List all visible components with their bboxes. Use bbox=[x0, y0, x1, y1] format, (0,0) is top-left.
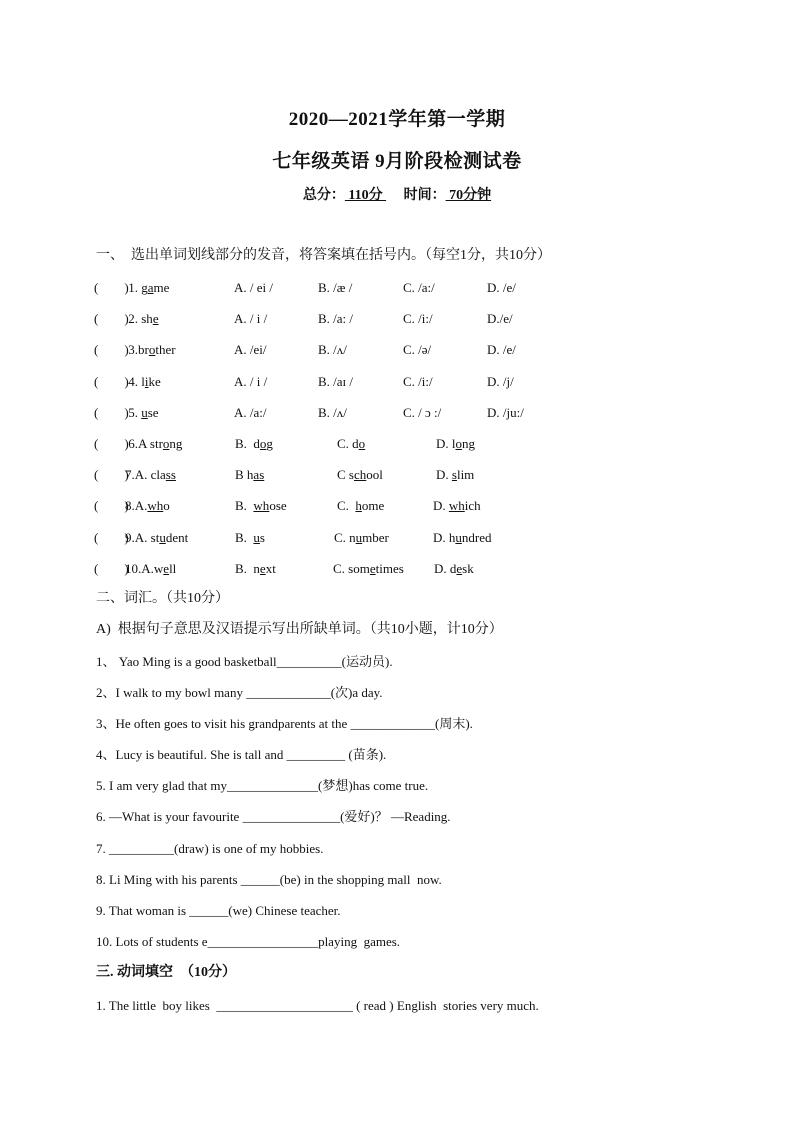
word-prefix: 6.A str bbox=[125, 436, 163, 451]
option bbox=[318, 373, 353, 391]
answer-paren: ( ) bbox=[94, 530, 129, 545]
option bbox=[334, 529, 389, 547]
option bbox=[487, 341, 516, 359]
section3-heading: 三. 动词填空 （10分） bbox=[96, 965, 236, 980]
option bbox=[487, 279, 516, 297]
exam-term-title: 2020—2021学年第一学期 bbox=[288, 109, 506, 130]
option-text: B. /a: / bbox=[318, 311, 354, 326]
vocab-question: 1、 Yao Ming is a good basketball__________(运动员). bbox=[96, 654, 393, 669]
word-prefix: 5. bbox=[125, 405, 142, 420]
option bbox=[318, 404, 347, 422]
option bbox=[235, 529, 265, 547]
word-suffix: dent bbox=[165, 530, 189, 545]
vocab-question: 4、Lucy is beautiful. She is tall and _________ (苗条). bbox=[96, 747, 387, 762]
word-suffix: ther bbox=[155, 342, 176, 357]
answer-paren: ( ) bbox=[94, 561, 129, 576]
option bbox=[436, 466, 474, 484]
option-suffix: ose bbox=[269, 498, 287, 513]
option-text: D. /e/ bbox=[487, 280, 516, 295]
option-text: B. /ʌ/ bbox=[318, 405, 347, 420]
time-label: 时间： bbox=[403, 188, 446, 203]
underlined-letters: e bbox=[152, 311, 159, 326]
option-suffix: ome bbox=[361, 498, 385, 513]
vocab-question: 10. Lots of students e_________________playing games. bbox=[96, 934, 401, 949]
question-word bbox=[125, 466, 176, 484]
answer-paren: ( ) bbox=[94, 467, 129, 482]
option-underlined: o bbox=[455, 436, 462, 451]
option-prefix: C. d bbox=[337, 436, 359, 451]
option-text: D. /e/ bbox=[487, 342, 516, 357]
option-underlined: o bbox=[358, 436, 366, 451]
vocab-question: 8. Li Ming with his parents ______(be) in the shopping mall now. bbox=[96, 872, 442, 887]
option-suffix: ndred bbox=[461, 530, 492, 545]
option-underlined: s bbox=[451, 467, 457, 482]
section2-subheading: A) 根据句子意思及汉语提示写出所缺单词。（共10小题，计10分） bbox=[96, 622, 503, 637]
option-text: D. /ju:/ bbox=[487, 405, 524, 420]
option-text: B. /aɪ / bbox=[318, 374, 354, 389]
option bbox=[318, 279, 352, 297]
option bbox=[333, 560, 404, 578]
option bbox=[436, 435, 475, 453]
option-prefix: D. bbox=[433, 498, 449, 513]
question-word bbox=[125, 279, 169, 297]
option-text: A. / i / bbox=[234, 374, 268, 389]
underlined-letters: i bbox=[144, 374, 149, 389]
vocab-question: 6. —What is your favourite _______________(爱好)？ —Reading. bbox=[96, 809, 451, 824]
option-suffix: s bbox=[259, 530, 265, 545]
option-text: B. /æ / bbox=[318, 280, 353, 295]
underlined-letters: u bbox=[141, 405, 148, 420]
option bbox=[234, 341, 267, 359]
option-underlined: u bbox=[455, 530, 462, 545]
section1-heading: 一、 选出单词划线部分的发音，将答案填在括号内。（每空1分，共10分） bbox=[96, 248, 551, 263]
option bbox=[487, 373, 514, 391]
option bbox=[337, 466, 383, 484]
score-time-line bbox=[0, 184, 794, 204]
option-text: C. /i:/ bbox=[403, 374, 433, 389]
option bbox=[234, 373, 267, 391]
word-prefix: 8.A. bbox=[125, 498, 148, 513]
underlined-letters: o bbox=[148, 342, 156, 357]
option bbox=[403, 404, 441, 422]
option bbox=[318, 310, 353, 328]
option bbox=[235, 435, 273, 453]
word-suffix: o bbox=[163, 498, 170, 513]
word-suffix: se bbox=[147, 405, 159, 420]
option-prefix: D. h bbox=[433, 530, 456, 545]
question-word bbox=[125, 497, 170, 515]
option-underlined: ch bbox=[353, 467, 367, 482]
option bbox=[433, 529, 492, 547]
option-text: A. / i / bbox=[234, 311, 268, 326]
option-text: C. / ɔ :/ bbox=[403, 405, 442, 420]
underlined-letters: a bbox=[147, 280, 154, 295]
word-suffix: ke bbox=[148, 374, 161, 389]
option-prefix: D. l bbox=[436, 436, 456, 451]
vocab-question: 2、I walk to my bowl many _____________(次)a day. bbox=[96, 685, 383, 700]
answer-paren: ( ) bbox=[94, 342, 129, 357]
underlined-letters: ss bbox=[165, 467, 176, 482]
word-prefix: 2. sh bbox=[125, 311, 153, 326]
option-prefix: B. bbox=[235, 498, 254, 513]
option bbox=[337, 435, 365, 453]
option-prefix: B. bbox=[235, 530, 254, 545]
answer-paren: ( ) bbox=[94, 436, 129, 451]
vocab-question: 7. __________(draw) is one of my hobbies. bbox=[96, 841, 324, 856]
time-value: 70分钟 bbox=[445, 188, 492, 203]
option-prefix: B h bbox=[235, 467, 254, 482]
option bbox=[403, 310, 433, 328]
option-suffix: sk bbox=[462, 561, 474, 576]
question-word bbox=[125, 560, 176, 578]
option-text: D. /j/ bbox=[487, 374, 514, 389]
word-prefix: 9.A. st bbox=[125, 530, 160, 545]
vocab-question: 5. I am very glad that my______________(梦想)has come true. bbox=[96, 778, 429, 793]
answer-paren: ( ) bbox=[94, 280, 129, 295]
word-prefix: 3.br bbox=[125, 342, 149, 357]
question-word bbox=[125, 404, 159, 422]
option-text: D./e/ bbox=[487, 311, 513, 326]
option-prefix: D. d bbox=[434, 561, 457, 576]
option bbox=[403, 341, 431, 359]
option bbox=[433, 497, 481, 515]
option-prefix: C s bbox=[337, 467, 354, 482]
option-text: B. /ʌ/ bbox=[318, 342, 347, 357]
word-prefix: 7.A. cla bbox=[125, 467, 166, 482]
underlined-letters: wh bbox=[147, 498, 164, 513]
option-suffix: lim bbox=[456, 467, 475, 482]
option-underlined: wh bbox=[253, 498, 270, 513]
question-word bbox=[125, 310, 159, 328]
answer-paren: ( ) bbox=[94, 374, 129, 389]
option bbox=[337, 497, 384, 515]
option-underlined: e bbox=[259, 561, 266, 576]
exam-title: 七年级英语 9月阶段检测试卷 bbox=[272, 151, 522, 172]
option-underlined: u bbox=[355, 530, 363, 545]
answer-paren: ( ) bbox=[94, 311, 129, 326]
question-word bbox=[125, 373, 161, 391]
word-suffix: me bbox=[153, 280, 170, 295]
option bbox=[235, 497, 287, 515]
option-suffix: g bbox=[266, 436, 273, 451]
option-suffix: ich bbox=[464, 498, 481, 513]
vocab-question: 3、He often goes to visit his grandparents at the _____________(周末). bbox=[96, 716, 473, 731]
option bbox=[234, 279, 273, 297]
option bbox=[234, 404, 267, 422]
option-text: C. /ə/ bbox=[403, 342, 432, 357]
option-text: A. /a:/ bbox=[234, 405, 267, 420]
word-prefix: 1. g bbox=[125, 280, 148, 295]
option bbox=[235, 560, 276, 578]
word-prefix: 4. l bbox=[125, 374, 145, 389]
question-word bbox=[125, 435, 182, 453]
option-prefix: C. bbox=[337, 498, 356, 513]
option-suffix: mber bbox=[362, 530, 389, 545]
option-prefix: B. n bbox=[235, 561, 260, 576]
underlined-letters: u bbox=[159, 530, 166, 545]
question-word bbox=[125, 529, 188, 547]
option bbox=[487, 404, 524, 422]
word-suffix: ll bbox=[169, 561, 177, 576]
option-text: C. /i:/ bbox=[403, 311, 433, 326]
answer-paren: ( ) bbox=[94, 405, 129, 420]
option bbox=[318, 341, 347, 359]
total-value: 110分 bbox=[344, 188, 387, 203]
option-text: C. /a:/ bbox=[403, 280, 435, 295]
question-word bbox=[125, 341, 176, 359]
option-underlined: o bbox=[259, 436, 267, 451]
verb-question: 1. The little boy likes _____________________ ( read ) English stories very much. bbox=[96, 998, 539, 1013]
option-suffix: times bbox=[375, 561, 404, 576]
vocab-question: 9. That woman is ______(we) Chinese teacher. bbox=[96, 903, 341, 918]
option-underlined: as bbox=[253, 467, 265, 482]
option-underlined: e bbox=[369, 561, 376, 576]
section2-heading: 二、词汇。（共10分） bbox=[96, 591, 229, 606]
option-prefix: D. bbox=[436, 467, 452, 482]
underlined-letters: o bbox=[162, 436, 170, 451]
word-prefix: 10.A.w bbox=[125, 561, 164, 576]
total-label: 总分： bbox=[302, 188, 345, 203]
underlined-letters: e bbox=[163, 561, 170, 576]
option-underlined: h bbox=[355, 498, 362, 513]
answer-paren: ( ) bbox=[94, 498, 129, 513]
option-suffix: ool bbox=[366, 467, 383, 482]
option-text: A. /ei/ bbox=[234, 342, 267, 357]
option bbox=[403, 373, 433, 391]
option bbox=[234, 310, 267, 328]
option-prefix: C. n bbox=[334, 530, 356, 545]
option-suffix: xt bbox=[265, 561, 276, 576]
option bbox=[487, 310, 513, 328]
option bbox=[434, 560, 474, 578]
option-suffix: ng bbox=[462, 436, 475, 451]
option bbox=[235, 466, 264, 484]
option bbox=[403, 279, 435, 297]
option-underlined: e bbox=[456, 561, 463, 576]
option-prefix: C. som bbox=[333, 561, 370, 576]
option-underlined: wh bbox=[448, 498, 465, 513]
option-text: A. / ei / bbox=[234, 280, 273, 295]
word-suffix: ng bbox=[169, 436, 183, 451]
option-underlined: u bbox=[253, 530, 260, 545]
option-prefix: B. d bbox=[235, 436, 260, 451]
